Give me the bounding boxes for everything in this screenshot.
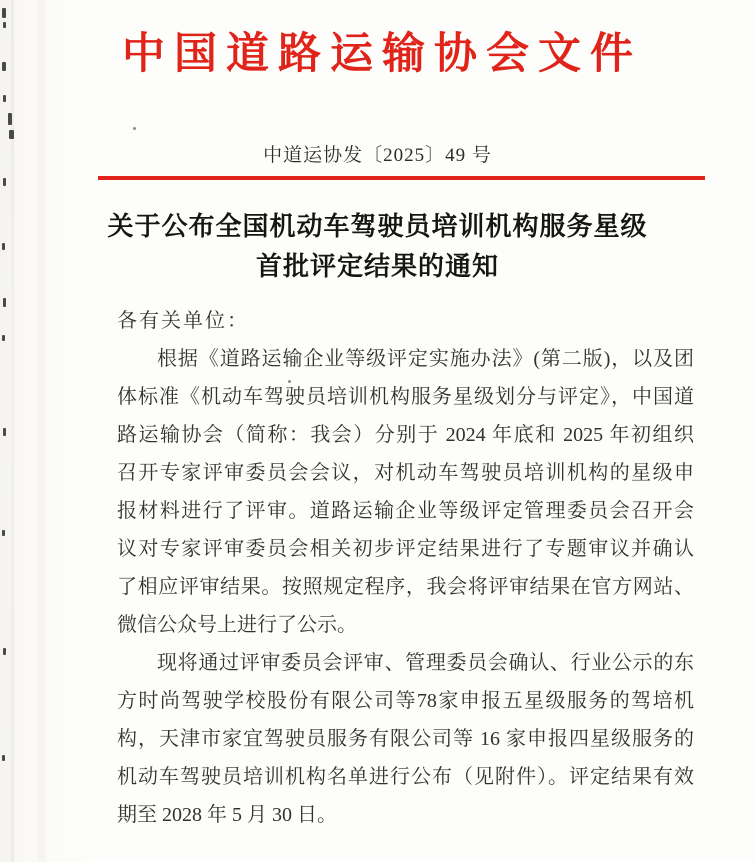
scan-artifact bbox=[8, 113, 12, 125]
notice-body bbox=[117, 302, 694, 834]
letterhead-org-title: 中国道路运输协会文件 bbox=[122, 31, 642, 78]
body-text-line: 报材料进行了评审。道路运输企业等级评定管理委员会召开会 bbox=[117, 500, 694, 522]
scan-artifact bbox=[9, 130, 14, 139]
body-text-line: 微信公众号上进行了公示。 bbox=[117, 614, 357, 636]
body-text-line: 根据《道路运输企业等级评定实施办法》(第二版)，以及团 bbox=[157, 348, 694, 370]
scan-crease bbox=[38, 0, 46, 862]
notice-title bbox=[60, 207, 695, 287]
body-text-line: 了相应评审结果。按照规定程序，我会将评审结果在官方网站、 bbox=[117, 576, 694, 598]
scan-artifact bbox=[3, 428, 6, 436]
scan-artifact bbox=[2, 8, 6, 18]
body-text-line: 召开专家评审委员会会议，对机动车驾驶员培训机构的星级申 bbox=[117, 462, 694, 484]
notice-title-line1: 关于公布全国机动车驾驶员培训机构服务星级 bbox=[107, 212, 648, 241]
body-text-line: 体标准《机动车驾驶员培训机构服务星级划分与评定》，中国道 bbox=[117, 386, 694, 408]
scan-artifact bbox=[2, 530, 5, 536]
body-text-line: 方时尚驾驶学校股份有限公司等78家申报五星级服务的驾培机 bbox=[117, 690, 694, 712]
salutation: 各有关单位： bbox=[117, 310, 249, 332]
scan-speck bbox=[133, 127, 136, 130]
scan-artifact bbox=[2, 243, 5, 250]
body-text-line: 议对专家评审委员会相关初步评定结果进行了专题审议并确认 bbox=[117, 538, 694, 560]
body-text-line: 机动车驾驶员培训机构名单进行公布（见附件）。评定结果有效 bbox=[117, 766, 694, 788]
body-text-line: 现将通过评审委员会评审、管理委员会确认、行业公示的东 bbox=[157, 652, 694, 674]
body-text-line: 期至 2028 年 5 月 30 日。 bbox=[117, 804, 337, 826]
scan-artifact bbox=[2, 755, 5, 761]
scan-artifact bbox=[3, 648, 6, 655]
scan-artifact bbox=[2, 335, 5, 341]
scan-artifact bbox=[3, 95, 6, 102]
notice-title-line2: 首批评定结果的通知 bbox=[255, 252, 499, 281]
scan-artifact bbox=[3, 298, 6, 307]
letterhead-divider-rule bbox=[98, 176, 705, 180]
body-text-line: 构，天津市家宜驾驶员服务有限公司等 16 家申报四星级服务的 bbox=[117, 728, 694, 750]
document-number: 中道运协发〔2025〕49 号 bbox=[263, 145, 492, 166]
body-text-line: 路运输协会（简称：我会）分别于 2024 年底和 2025 年初组织 bbox=[117, 424, 694, 446]
scan-artifact bbox=[3, 178, 6, 186]
